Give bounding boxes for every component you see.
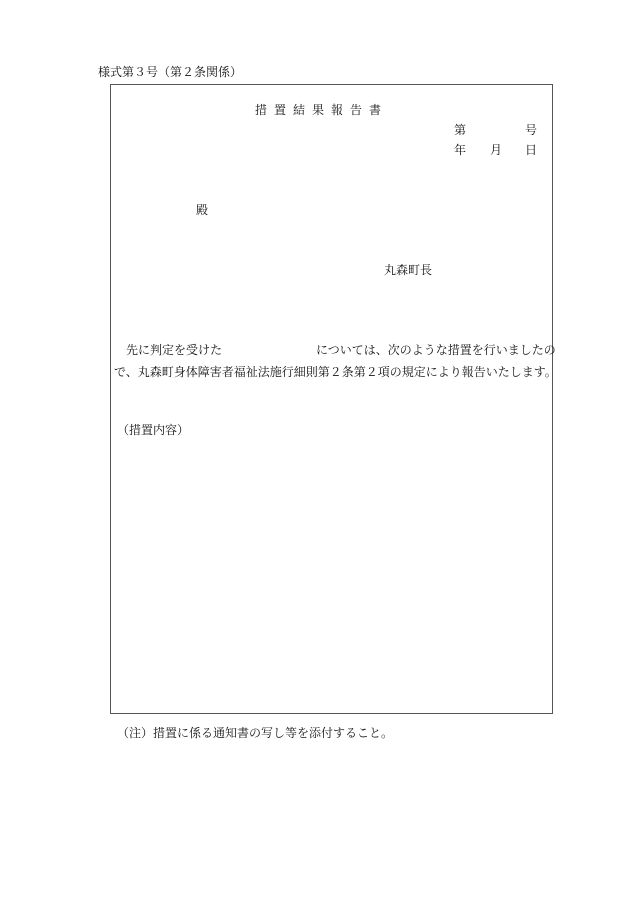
measures-section-label: （措置内容） [117, 423, 190, 437]
body-text-line1-start: 先に判定を受けた [126, 343, 223, 357]
footnote: （注）措置に係る通知書の写し等を添付すること。 [117, 726, 394, 740]
body-text-line1-end: については、次のような措置を行いましたの [316, 343, 556, 357]
body-text-line2: で、丸森町身体障害者福祉法施行細則第２条第２項の規定により報告いたします。 [114, 365, 557, 379]
issuer-name: 丸森町長 [384, 263, 433, 277]
document-number-suffix: 号 [525, 123, 538, 137]
document-number-prefix: 第 [454, 123, 467, 137]
report-form-frame [110, 84, 553, 714]
date-month-label: 月 [490, 143, 503, 157]
addressee-honorific: 殿 [196, 203, 209, 217]
document-title: 措置結果報告書 [255, 103, 389, 117]
form-number-label: 様式第３号（第２条関係） [98, 65, 243, 79]
date-year-label: 年 [454, 143, 467, 157]
date-day-label: 日 [525, 143, 538, 157]
